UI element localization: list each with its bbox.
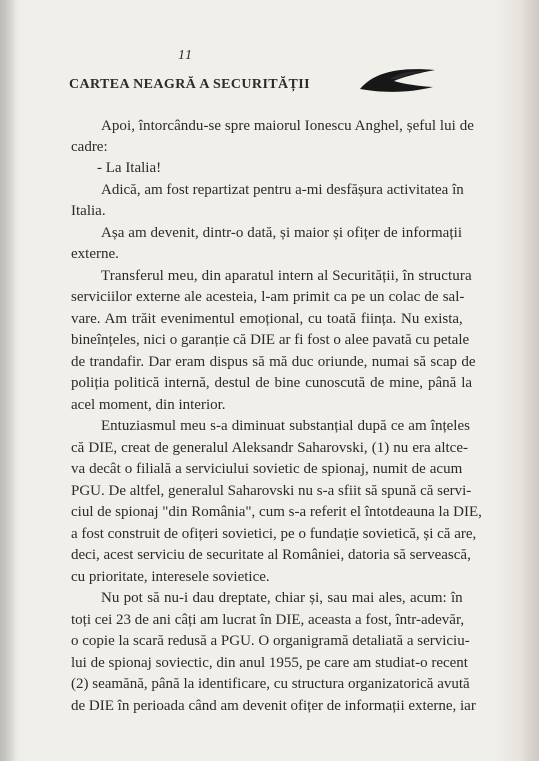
text-line: deci, acest serviciu de securitate al României, datoria să servească,: [71, 547, 471, 563]
page-number: 11: [178, 48, 193, 63]
text-line: de trandafir. Dar eram dispus să mă duc oriunde, numai să scap de: [71, 354, 476, 370]
text-line: cu prioritate, interesele sovietice.: [71, 569, 270, 585]
text-line: lui de spionaj soviectic, din anul 1955, pe care am studiat-o recent: [71, 655, 468, 671]
text-line: serviciilor externe ale acesteia, l-am primit ca pe un colac de sal-: [71, 289, 465, 305]
text-line: o copie la scară redusă a PGU. O organigramă detaliată a serviciu-: [71, 633, 470, 649]
text-line: Transferul meu, din aparatul intern al Securității, în structura: [101, 268, 472, 284]
text-line: Italia.: [71, 203, 106, 219]
text-line: ciul de spionaj "din România", cum s-a referit el întotdeauna la DIE,: [71, 504, 482, 520]
page-edge-shadow: [521, 0, 539, 761]
text-line: vare. Am trăit evenimentul emoțional, cu toată ființa. Nu exista,: [71, 311, 463, 327]
binding-shadow: [0, 0, 16, 761]
text-line: - La Italia!: [97, 160, 162, 176]
text-line: (2) seamănă, până la identificare, cu structura organizatorică avută: [71, 676, 470, 692]
text-line: Așa am devenit, dintr-o dată, și maior și ofițer de informații: [101, 225, 463, 241]
text-line: a fost construit de ofițeri sovietici, pe o fundație sovietică, și că are,: [71, 526, 477, 542]
text-line: cadre:: [71, 139, 108, 155]
text-line: Adică, am fost repartizat pentru a-mi desfășura activitatea în: [101, 182, 464, 198]
text-line: poliția politică internă, destul de bine cunoscută de mine, până la: [71, 375, 473, 391]
text-line: va decât o filială a serviciului sovietic de spionaj, numit de acum: [71, 461, 463, 477]
text-line: PGU. De altfel, generalul Saharovski nu s-a sfiit să spună că servi-: [71, 483, 472, 499]
text-line: Apoi, întorcându-se spre maiorul Ionescu Anghel, șeful lui de: [101, 118, 474, 134]
running-title: CARTEA NEAGRĂ A SECURITĂȚII: [69, 77, 310, 92]
text-line: externe.: [71, 246, 119, 262]
text-line: bineînțeles, nici o garanție că DIE ar fi fost o alee pavată cu petale: [71, 332, 470, 348]
text-line: toți cei 23 de ani câți am lucrat în DIE, aceasta a fost, într-adevăr,: [71, 612, 465, 628]
text-line: acel moment, din interior.: [71, 397, 226, 413]
text-line: că DIE, creat de generalul Aleksandr Saharovski, (1) nu era altce-: [71, 440, 468, 456]
handwritten-mark-icon: [357, 62, 449, 96]
text-line: Entuziasmul meu s-a diminuat substanțial după ce am înțeles: [101, 418, 470, 434]
text-line: Nu pot să nu-i dau dreptate, chiar și, sau mai ales, acum: în: [101, 590, 463, 606]
text-line: de DIE în perioada când am devenit ofițer de informații externe, iar: [71, 698, 476, 714]
